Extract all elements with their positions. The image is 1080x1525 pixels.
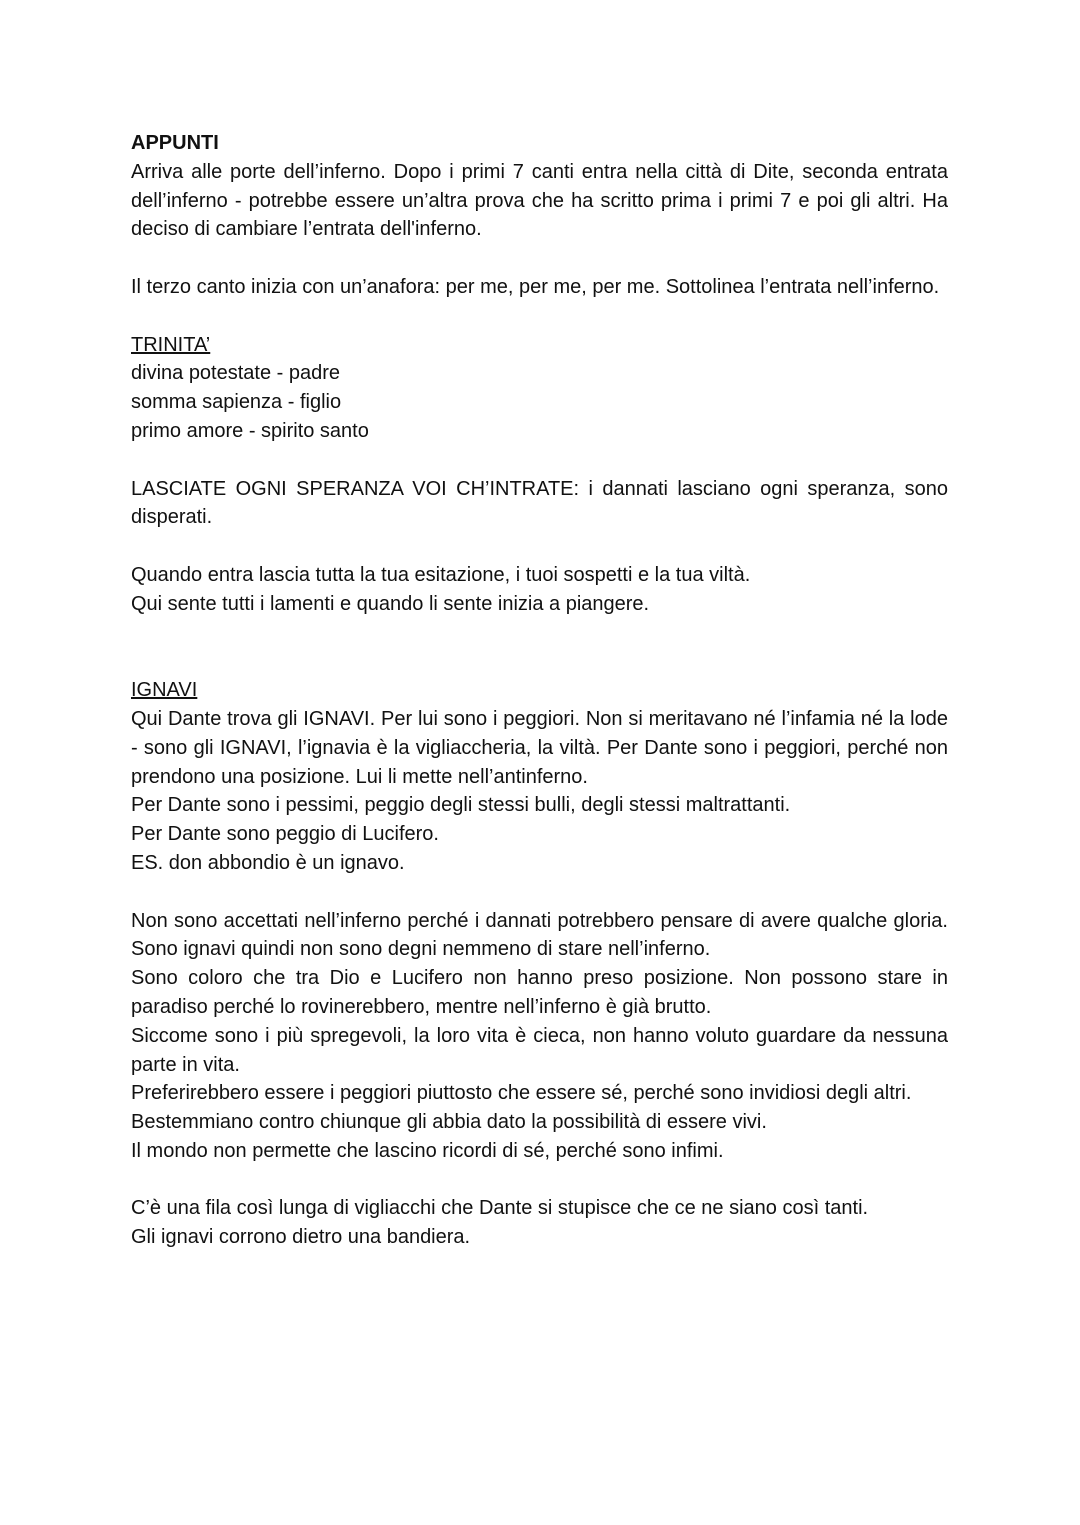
spacer xyxy=(131,244,948,273)
canto-paragraph: Il terzo canto inizia con un’anafora: per me, per me, per me. Sottolinea l’entrata nell’inferno. xyxy=(131,275,940,298)
ignavi-line: Gli ignavi corrono dietro una bandiera. xyxy=(131,1226,471,1249)
intro-paragraph: Arriva alle porte dell’inferno. Dopo i primi 7 canti entra nella città di Dite, seconda entrata dell’inferno - potrebbe essere un’altra prova che ha scritto prima i primi 7 e poi gli altri. Ha deciso di cambiare l’entrata dell'inferno. xyxy=(131,160,948,241)
spacer xyxy=(131,532,948,561)
ignavi-line: ES. don abbondio è un ignavo. xyxy=(131,851,405,874)
spacer xyxy=(131,446,948,475)
quando-line: Qui sente tutti i lamenti e quando li sente inizia a piangere. xyxy=(131,592,650,615)
ignavi-line: Il mondo non permette che lascino ricordi di sé, perché sono infimi. xyxy=(131,1139,724,1162)
trinita-line: divina potestate - padre xyxy=(131,362,341,385)
spacer xyxy=(131,1166,948,1195)
trinita-line: primo amore - spirito santo xyxy=(131,419,369,442)
document-title: APPUNTI xyxy=(131,132,219,154)
ignavi-paragraph: Non sono accettati nell’inferno perché i dannati potrebbero pensare di avere qualche gloria. Sono ignavi quindi non sono degni nemmeno di stare nell’inferno. xyxy=(131,909,948,961)
trinita-line: somma sapienza - figlio xyxy=(131,391,342,414)
document-page xyxy=(131,129,948,1252)
ignavi-line: Per Dante sono i pessimi, peggio degli stessi bulli, degli stessi maltrattanti. xyxy=(131,794,791,817)
ignavi-line: Bestemmiano contro chiunque gli abbia dato la possibilità di essere vivi. xyxy=(131,1111,767,1134)
ignavi-line: Per Dante sono peggio di Lucifero. xyxy=(131,823,439,846)
ignavi-paragraph: Preferirebbero essere i peggiori piuttosto che essere sé, perché sono invidiosi degli altri. xyxy=(131,1082,912,1105)
ignavi-paragraph: Sono coloro che tra Dio e Lucifero non hanno preso posizione. Non possono stare in paradiso perché lo rovinerebbero, mentre nell’inferno è già brutto. xyxy=(131,967,948,1018)
lasciate-paragraph: LASCIATE OGNI SPERANZA VOI CH’INTRATE: i dannati lasciano ogni speranza, sono disperati. xyxy=(131,477,948,529)
ignavi-line: C’è una fila così lunga di vigliacchi che Dante si stupisce che ce ne siano così tanti. xyxy=(131,1197,869,1220)
ignavi-paragraph: Siccome sono i più spregevoli, la loro vita è cieca, non hanno voluto guardare da nessuna parte in vita. xyxy=(131,1024,948,1076)
spacer xyxy=(131,619,948,677)
ignavi-paragraph: Qui Dante trova gli IGNAVI. Per lui sono i peggiori. Non si meritavano né l’infamia né la lode - sono gli IGNAVI, l’ignavia è la vigliaccheria, la viltà. Per Dante sono i peggiori, perché non prendono una posizione. Lui li mette nell’antinferno. xyxy=(131,707,948,788)
trinita-heading: TRINITA’ xyxy=(131,333,211,356)
spacer xyxy=(131,302,948,331)
quando-line: Quando entra lascia tutta la tua esitazione, i tuoi sospetti e la tua viltà. xyxy=(131,563,751,586)
spacer xyxy=(131,878,948,907)
ignavi-heading: IGNAVI xyxy=(131,679,198,702)
